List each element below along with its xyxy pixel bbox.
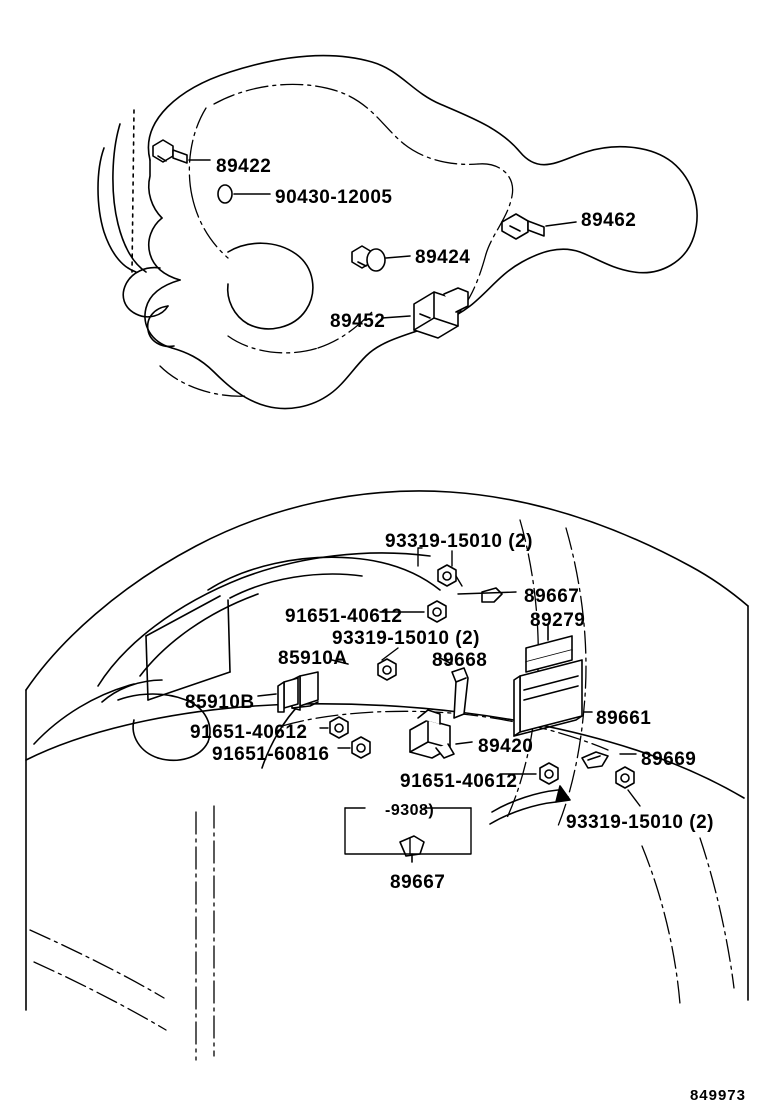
part-label-85910B: 85910B — [185, 692, 255, 713]
part-label-89668: 89668 — [432, 650, 488, 671]
part-label-91651-40612-upper: 91651-40612 — [285, 606, 403, 627]
part-label-85910A: 85910A — [278, 648, 348, 669]
diagram-code: 849973 — [689, 1087, 746, 1104]
part-label-91651-40612-bottom: 91651-40612 — [400, 771, 518, 792]
part-label-89420: 89420 — [478, 736, 534, 757]
part-89661-ecu — [514, 660, 582, 736]
part-label-89422: 89422 — [216, 156, 272, 177]
leader-89420 — [456, 742, 472, 744]
model-range-note: -9308) — [385, 802, 435, 819]
engine-parting-lines — [160, 84, 513, 396]
part-89422-sensor — [153, 140, 187, 163]
part-label-89452: 89452 — [330, 311, 386, 332]
cabin-outline — [26, 491, 748, 1010]
part-label-91651-40612-lower: 91651-40612 — [190, 722, 308, 743]
part-label-90430-12005: 90430-12005 — [275, 187, 393, 208]
part-89424-sensor — [352, 246, 385, 271]
part-90430-12005-washer — [218, 185, 232, 203]
part-label-89661: 89661 — [596, 708, 652, 729]
part-label-89279: 89279 — [530, 610, 586, 631]
part-label-89667-upper: 89667 — [524, 586, 580, 607]
part-label-89424: 89424 — [415, 247, 471, 268]
part-label-89667-lower: 89667 — [390, 872, 446, 893]
engine-case-outline — [145, 56, 697, 409]
engine-case-details — [98, 110, 313, 346]
part-89668-bracket — [452, 668, 468, 718]
part-89420-sensor — [410, 710, 454, 758]
leader-89424 — [386, 256, 410, 258]
part-label-93319-15010-top: 93319-15010 (2) — [385, 531, 533, 552]
part-label-89669: 89669 — [641, 749, 697, 770]
leader-85910B — [258, 694, 276, 696]
part-label-93319-15010-bottom: 93319-15010 (2) — [566, 812, 714, 833]
part-label-89462: 89462 — [581, 210, 637, 231]
part-89462-sensor — [502, 214, 544, 239]
leader-89462 — [546, 222, 576, 226]
part-label-93319-15010-mid: 93319-15010 (2) — [332, 628, 480, 649]
part-label-91651-60816: 91651-60816 — [212, 744, 330, 765]
leader-89452 — [382, 316, 410, 318]
